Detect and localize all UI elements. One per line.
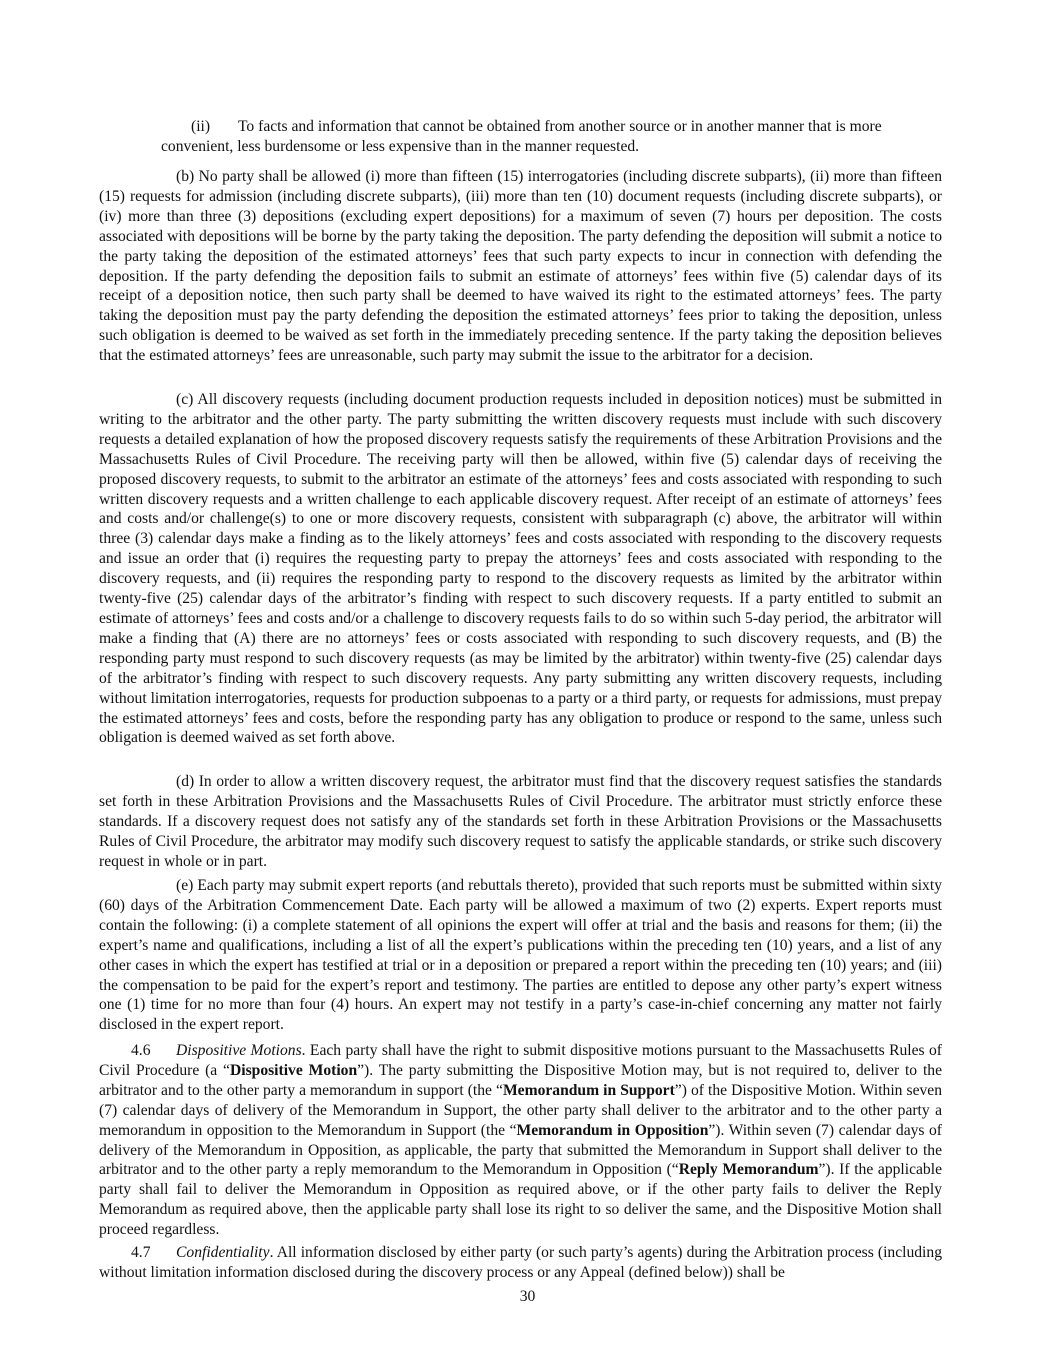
paragraph-c: (c) All discovery requests (including document production requests included in deposition notices) must be submitted in writing to the arbitrator and the other party. The party submitting the written discovery requests must include with such discovery requests a detailed explanation of how the proposed discovery requests satisfy the requirements of these Arbitration Provisions and the Massachusetts Rules of Civil Procedure. The receiving party will then be allowed, within five (5) calendar days of receiving the proposed discovery requests, to submit to the arbitrator an estimate of the attorneys’ fees and costs associated with responding to such written discovery requests and a written challenge to each applicable discovery request. After receipt of an estimate of attorneys’ fees and costs and/or challenge(s) to one or more discovery requests, consistent with subparagraph (c) above, the arbitrator will within three (3) calendar days make a finding as to the likely attorneys’ fees and costs associated with responding to the discovery requests and issue an order that (i) requires the requesting party to prepay the attorneys’ fees and costs associated with responding to the discovery requests, and (ii) requires the responding party to respond to the discovery requests as limited by the arbitrator within twenty-five (25) calendar days of the arbitrator’s finding with respect to such discovery requests. If a party entitled to submit an estimate of attorneys’ fees and costs and/or a challenge to discovery requests fails to do so within such 5-day period, the arbitrator will make a finding that (A) there are no attorneys’ fees or costs associated with responding to such discovery requests, and (B) the responding party must respond to such discovery requests (as may be limited by the arbitrator) within twenty-five (25) calendar days of the arbitrator’s finding with respect to such discovery requests. Any party submitting any written discovery requests, including without limitation interrogatories, requests for production subpoenas to a party or a third party, or requests for admissions, must prepay the estimated attorneys’ fees and costs, before the responding party has any obligation to produce or respond to the same, unless such obligation is deemed waived as set forth above.	[99, 391, 942, 747]
section-4-6-text-1: . Each party shall have the right to submit dispositive motions pursuant to the Massachusetts Rules of Civil Procedure (a “	[99, 1042, 942, 1079]
defined-term-memorandum-in-support: Memorandum in Support	[502, 1081, 675, 1099]
section-4-6-text-5: ”). If the applicable party shall fail to deliver the Memorandum in Opposition as required above, or if the other party fails to deliver the Reply Memorandum as required above, then the applicable party shall lose its right to so deliver the same, and the Dispositive Motion shall proceed regardless.	[99, 1161, 942, 1239]
section-4-7	[99, 1243, 942, 1283]
defined-term-dispositive-motion: Dispositive Motion	[229, 1061, 358, 1079]
clause-ii-text: To facts and information that cannot be obtained from another source or in another manner that is more convenient, less burdensome or less expensive than in the manner requested.	[161, 118, 882, 155]
section-4-6-heading: Dispositive Motions	[176, 1042, 302, 1059]
page-number: 30	[519, 1288, 536, 1305]
paragraph-b: (b) No party shall be allowed (i) more than fifteen (15) interrogatories (including discrete subparts), (ii) more than fifteen (15) requests for admission (including discrete subparts), (iii) more than ten (10) document requests (including discrete subparts), or (iv) more than three (3) depositions (excluding expert depositions) for a maximum of seven (7) hours per deposition. The costs associated with depositions will be borne by the party taking the deposition. The party defending the deposition will submit a notice to the party taking the deposition of the estimated attorneys’ fees that such party expects to incur in connection with defending the deposition. If the party defending the deposition fails to submit an estimate of attorneys’ fees within five (5) calendar days of its receipt of a deposition notice, then such party shall be deemed to have waived its right to the estimated attorneys’ fees. The party taking the deposition must pay the party defending the deposition the estimated attorneys’ fees prior to taking the deposition, unless such obligation is deemed to be waived as set forth in the immediately preceding sentence. If the party taking the deposition believes that the estimated attorneys’ fees are unreasonable, such party may submit the issue to the arbitrator for a decision.	[99, 168, 942, 365]
clause-ii	[161, 117, 942, 157]
section-4-6-text-4: ”). Within seven (7) calendar days of delivery of the Memorandum in Opposition, as applicable, the party that submitted the Memorandum in Support shall deliver to the arbitrator and to the other party a reply memorandum to the Memorandum in Opposition (“	[99, 1121, 942, 1179]
clause-ii-number: (ii)	[191, 118, 211, 135]
section-4-6	[99, 1041, 942, 1240]
section-4-6-text-3: ”) of the Dispositive Motion. Within seven (7) calendar days of delivery of the Memorandum in Support, the other party shall deliver to the arbitrator and to the other party a memorandum in opposition to the Memorandum in Support (the “	[99, 1081, 943, 1139]
paragraph-d: (d) In order to allow a written discovery request, the arbitrator must find that the discovery request satisfies the standards set forth in these Arbitration Provisions and the Massachusetts Rules of Civil Procedure. The arbitrator must strictly enforce these standards. If a discovery request does not satisfy any of the standards set forth in these Arbitration Provisions or the Massachusetts Rules of Civil Procedure, the arbitrator may modify such discovery request to satisfy the applicable standards, or strike such discovery request in whole or in part.	[99, 773, 942, 870]
section-4-7-heading: Confidentiality	[176, 1244, 270, 1261]
defined-term-reply-memorandum: Reply Memorandum	[678, 1161, 819, 1179]
paragraph-e: (e) Each party may submit expert reports (and rebuttals thereto), provided that such reports must be submitted within sixty (60) days of the Arbitration Commencement Date. Each party will be allowed a maximum of two (2) experts. Expert reports must contain the following: (i) a complete statement of all opinions the expert will offer at trial and the basis and reasons for them; (ii) the expert’s name and qualifications, including a list of all the expert’s publications within the preceding ten (10) years, and a list of any other cases in which the expert has testified at trial or in a deposition or prepared a report within the preceding ten (10) years; and (iii) the compensation to be paid for the expert’s report and testimony. The parties are entitled to depose any other party’s expert witness one (1) time for no more than four (4) hours. An expert may not testify in a party’s case-in-chief concerning any matter not fairly disclosed in the expert report.	[99, 877, 942, 1034]
section-4-6-number: 4.6	[131, 1042, 151, 1059]
section-4-6-text-2: ”). The party submitting the Dispositive Motion may, but is not required to, deliver to the arbitrator and to the other party a memorandum in support (the “	[99, 1061, 943, 1099]
section-4-7-text: . All information disclosed by either party (or such party’s agents) during the Arbitration process (including without limitation information disclosed during the discovery process or any Appeal (defined below)) shall be	[99, 1244, 942, 1281]
defined-term-memorandum-in-opposition: Memorandum in Opposition	[516, 1121, 709, 1139]
section-4-7-number: 4.7	[131, 1244, 151, 1261]
